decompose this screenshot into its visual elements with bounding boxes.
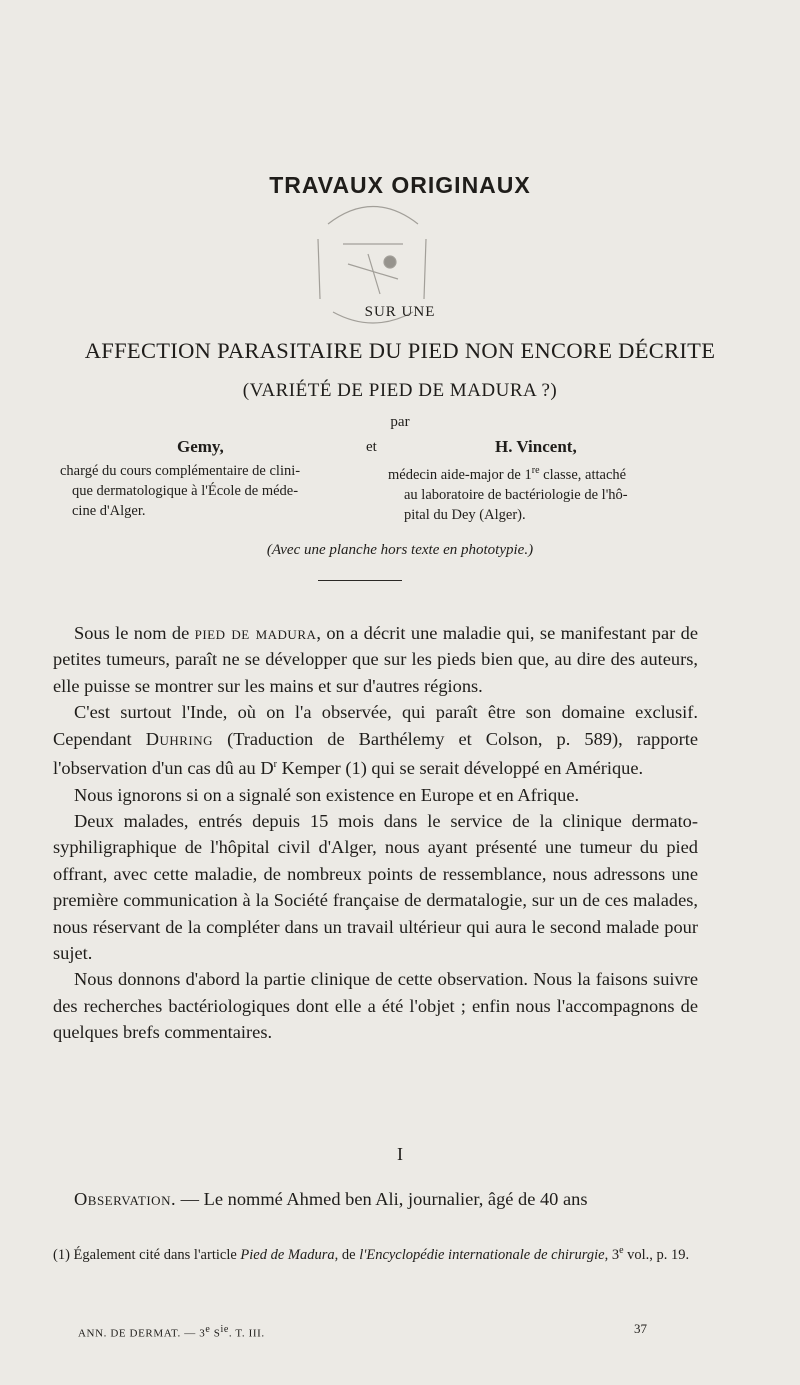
page-number: 37 [634, 1321, 647, 1336]
paragraph-4: Deux malades, entrés depuis 15 mois dans le service de la clinique dermato-syphiligraphique de l'hôpital civil d'Alger, nous ayant présenté une tumeur du pied offrant, avec cette maladie, de nombreux points de ressemblance, nous adressons une première communication à la Société française de dermatalogie, sur un de ces malades, nous réservant de la compléter dans un travail ultérieur qui aura le second malade pour sujet. [53, 810, 698, 963]
author-name-gemy: Gemy, [177, 437, 224, 456]
observation-label: Observation. [74, 1189, 177, 1209]
paragraph-5: Nous donnons d'abord la partie clinique de cette observation. Nous la faisons suivre des recherches bactériologiques dont elle a été l'objet ; enfin nous l'accompagnons de quelques brefs commentaires. [53, 969, 698, 1043]
section-heading: TRAVAUX ORIGINAUX [269, 172, 531, 198]
paragraph-3: Nous ignorons si on a signalé son existence en Europe et en Afrique. [74, 784, 580, 805]
article-title: AFFECTION PARASITAIRE DU PIED NON ENCORE DÉCRITE [84, 338, 716, 363]
par-label: par [390, 414, 410, 430]
author-name-vincent: H. Vincent, [495, 437, 577, 456]
footnote: (1) Également cité dans l'article Pied de Madura, de l'Encyclopédie internationale de chirurgie, 3e vol., p. 19. [53, 1245, 690, 1263]
section-number: I [397, 1144, 403, 1164]
journal-citation: ANN. DE DERMAT. — 3e $S^{ie}$. T. III. [78, 1324, 265, 1340]
author-affiliation-vincent: médecin aide-major de 1re classe, attaché au laboratoire de bactériologie de l'hô- pital du Dey (Alger). [388, 465, 628, 523]
author-affiliation-gemy: chargé du cours complémentaire de clini- que dermatologique à l'École de méde- cine d'Alger. [60, 463, 301, 519]
divider-rule [318, 580, 402, 581]
et-label: et [366, 439, 377, 455]
plate-note: (Avec une planche hors texte en phototypie.) [266, 542, 534, 558]
sur-une-label: SUR UNE [364, 304, 436, 320]
paragraph-2: C'est surtout l'Inde, où on l'a observée, qui paraît être son domaine exclusif. Cependant Duhring (Traduction de Barthélemy et Colson, p. 589), rapporte l'observation d'un cas dû au $D^r$ Kemper (1) qui se serait développé en Amérique. [53, 702, 698, 779]
article-subtitle: (VARIÉTÉ DE PIED DE MADURA ?) [242, 380, 558, 401]
observation-paragraph: Observation. — Le nommé Ahmed ben Ali, journalier, âgé de 40 ans [74, 1189, 588, 1209]
paragraph-1: Sous le nom de pied de madura, on a décrit une maladie qui, se manifestant par de petites tumeurs, paraît ne se développer que sur les pieds bien que, au dire des auteurs, elle puisse se montrer sur les mains et sur d'autres régions. [53, 623, 698, 696]
article-body [53, 620, 698, 1046]
